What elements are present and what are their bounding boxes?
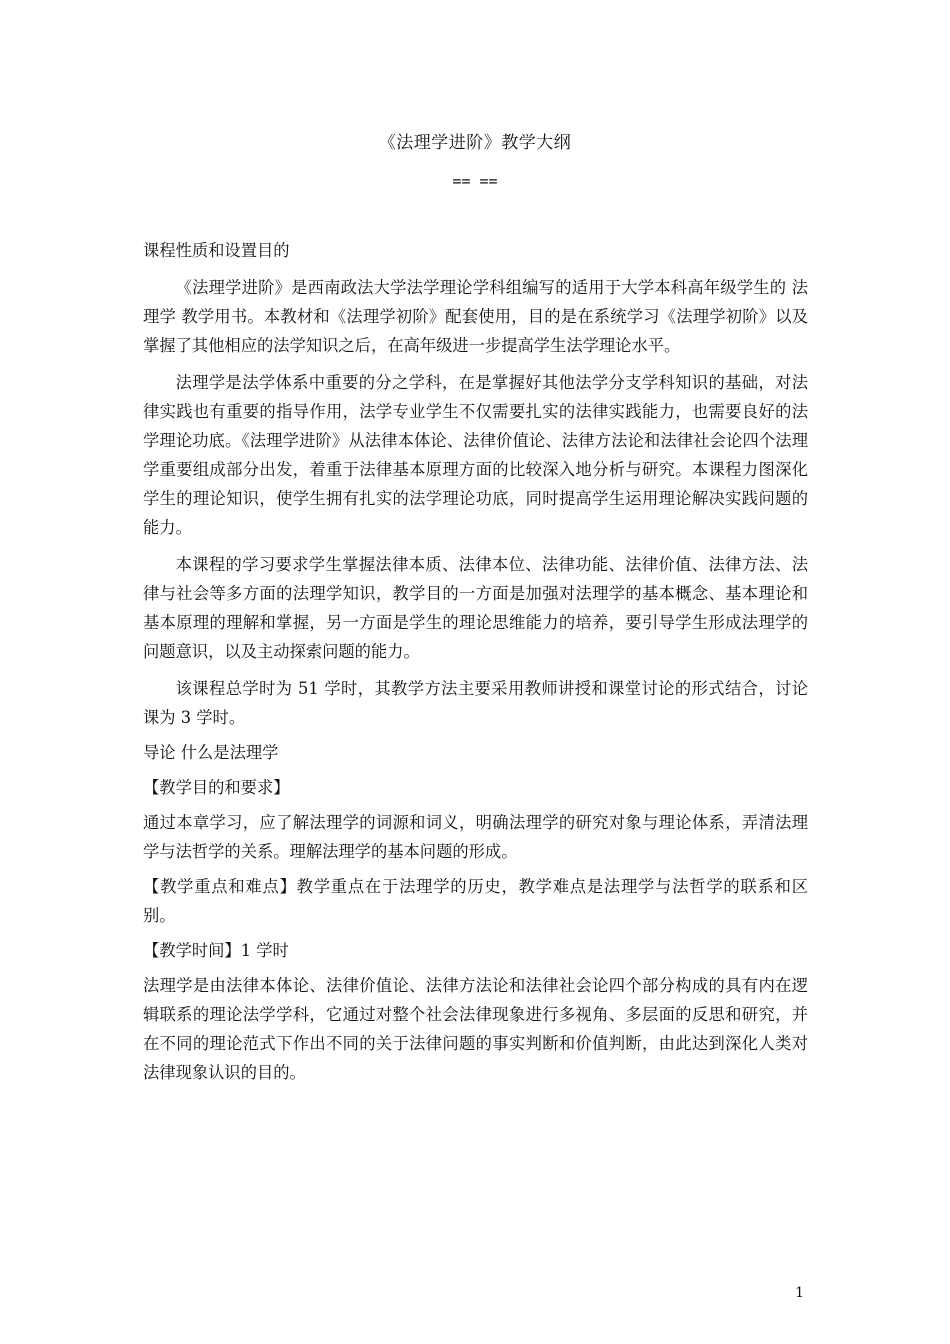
paragraph-course-hours: 该课程总学时为 51 学时，其教学方法主要采用教师讲授和课堂讨论的形式结合，讨论课为 3 学时。 (143, 679, 808, 727)
paragraph-course-intro: 《法理学进阶》是西南政法大学法学理论学科组编写的适用于大学本科高年级学生的 法理学 教学用书。本教材和《法理学初阶》配套使用，目的是在系统学习《法理学初阶》以及掌握了其他相应的法学知识之后，在高年级进一步提高学生法学理论水平。 (143, 278, 808, 355)
title-separator: == == (452, 172, 498, 190)
time-label: 【教学时间】 (143, 941, 241, 960)
page-number: 1 (795, 1285, 804, 1301)
focus-text: 教学重点在于法理学的历史，教学难点是法理学与法哲学的联系和区别。 (143, 877, 808, 925)
focus-label: 【教学重点和难点】 (143, 877, 297, 896)
document-body (143, 236, 808, 1087)
goals-text: 通过本章学习，应了解法理学的词源和词义，明确法理学的研究对象与理论体系，弄清法理学与法哲学的关系。理解法理学的基本问题的形成。 (143, 813, 808, 861)
document-title: 《法理学进阶》教学大纲 (378, 133, 572, 153)
paragraph-course-requirements: 本课程的学习要求学生掌握法律本质、法律本位、法律功能、法律价值、法律方法、法律与社会等多方面的法理学知识，教学目的一方面是加强对法理学的基本概念、基本理论和基本原理的理解和掌握，另一方面是学生的理论思维能力的培养，要引导学生形成法理学的问题意识，以及主动探索问题的能力。 (143, 555, 808, 661)
content-paragraph: 法理学是由法律本体论、法律价值论、法律方法论和法律社会论四个部分构成的具有内在逻辑联系的理论法学学科，它通过对整个社会法律现象进行多视角、多层面的反思和研究，并在不同的理论范式下作出不同的关于法律问题的事实判断和价值判断，由此达到深化人类对法律现象认识的目的。 (143, 976, 808, 1082)
paragraph-course-importance: 法理学是法学体系中重要的分之学科，在是掌握好其他法学分支学科知识的基础，对法律实践也有重要的指导作用，法学专业学生不仅需要扎实的法律实践能力，也需要良好的法学理论功底。《法理学进阶》从法律本体论、法律价值论、法律方法论和法律社会论四个法理学重要组成部分出发，着重于法律基本原理方面的比较深入地分析与研究。本课程力图深化学生的理论知识，使学生拥有扎实的法学理论功底，同时提高学生运用理论解决实践问题的能力。 (143, 373, 808, 537)
time-paragraph (143, 936, 808, 965)
section-heading-intro: 导论 什么是法理学 (143, 743, 279, 762)
time-text: 1 学时 (240, 941, 289, 960)
goals-label: 【教学目的和要求】 (143, 778, 290, 797)
focus-paragraph (143, 872, 808, 930)
section-heading-course-nature: 课程性质和设置目的 (143, 241, 290, 260)
